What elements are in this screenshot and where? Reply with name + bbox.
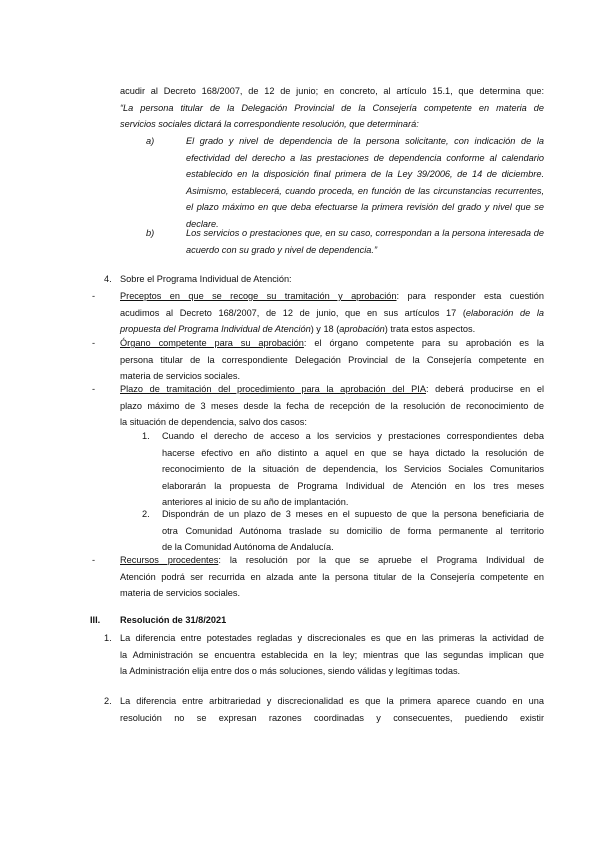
quote-item-line: efectividad del derecho a las prestaciones de dependencia conforme al calendario [186, 152, 544, 163]
list-marker-a: a) [146, 136, 155, 146]
quote-item-line: El grado y nivel de dependencia de la persona solicitante, con indicación de la [186, 136, 544, 146]
paragraph-text: de la Comunidad Autónoma de Andalucía. [162, 542, 334, 552]
competent-body-paragraph [120, 335, 544, 385]
paragraph-text: resolución no se expresan razones coordinadas y consecuentes, puediendo existir [120, 712, 544, 723]
paragraph-text: Dispondrán de un plazo de 3 meses en el supuesto de que la persona beneficiaria de [162, 509, 544, 519]
paragraph-text: La diferencia entre potestades regladas y discrecionales es que en las primeras la actividad de [120, 633, 544, 643]
item-2-number: 2. [104, 696, 112, 706]
paragraph-text: plazo máximo de 3 meses desde la fecha de recepción de la resolución de reconocimiento de [120, 400, 544, 411]
paragraph-text: : para responder esta cuestión [396, 291, 544, 301]
paragraph-text: Cuando el derecho de acceso a los servicios y prestaciones correspondientes deba [162, 431, 544, 441]
item-1-paragraph [120, 630, 544, 680]
appeals-paragraph [120, 552, 544, 602]
precepts-paragraph [120, 288, 544, 338]
dash-marker: - [92, 291, 96, 301]
paragraph-text: materia de servicios sociales. [120, 588, 240, 598]
paragraph-text: propuesta del Programa Individual de Atención [120, 324, 311, 334]
item-1-number: 1. [104, 633, 112, 643]
item-2-paragraph [120, 693, 544, 726]
paragraph-text: : deberá producirse en el [425, 384, 544, 394]
paragraph-text: hacerse efectivo en año distinto a aquel en que se haya dictado la resolución de [162, 447, 544, 458]
dash-marker: - [92, 555, 96, 565]
quote-item-line: Los servicios o prestaciones que, en su caso, correspondan a la persona interesada de [186, 228, 544, 238]
deadline-title: Plazo de tramitación del procedimiento para la aprobación del PIA [120, 384, 426, 394]
paragraph-text: La diferencia entre arbitrariedad y discrecionalidad es que la primera aparece cuando en una [120, 696, 544, 706]
paragraph-text: : el órgano competente para su aprobación es la [303, 338, 545, 348]
paragraph-text: elaborarán la propuesta de Programa Individual de Atención en los tres meses [162, 480, 544, 491]
quote-item-b [186, 225, 544, 258]
quote-line: “La persona titular de la Delegación Provincial de la Consejería competente en materia de [120, 102, 544, 113]
paragraph-text: persona titular de la correspondiente Delegación Provincial de la Consejería competente en [120, 354, 544, 365]
quote-item-a [186, 133, 544, 232]
paragraph-text: ) y 18 ( [310, 324, 340, 334]
paragraph-text: : la resolución por la que se apruebe el Programa Individual de [218, 555, 544, 565]
paragraph-text: la Administración se encuentra establecida en la ley; mientras que las segundas implican que [120, 649, 544, 660]
paragraph-text: acudimos al Decreto 168/2007, de 12 de junio, que en sus artículos 17 ( [120, 307, 466, 318]
quote-line: servicios sociales dictará la correspondiente resolución, que determinará: [120, 119, 419, 129]
appeals-title: Recursos procedentes [120, 555, 219, 565]
quote-item-line: Asimismo, establecerá, cuando proceda, en función de las circunstancias recurrentes, [186, 185, 544, 196]
paragraph-text: la situación de dependencia, salvo dos casos: [120, 417, 307, 427]
list-marker-b: b) [146, 228, 155, 238]
section-4-heading: Sobre el Programa Individual de Atención: [120, 274, 292, 284]
intro-line: acudir al Decreto 168/2007, de 12 de junio; en concreto, al artículo 15.1, que determina que: [120, 86, 544, 96]
dash-marker: - [92, 384, 96, 394]
paragraph-text: otra Comunidad Autónoma traslade su domicilio de forma permanente al territorio [162, 525, 544, 536]
case-2-number: 2. [142, 509, 150, 519]
section-iii-heading: Resolución de 31/8/2021 [120, 615, 227, 625]
case-1-number: 1. [142, 431, 150, 441]
section-4-number: 4. [104, 274, 112, 284]
paragraph-text: Atención podrá ser recurrida en alzada ante la persona titular de la Consejería competente en [120, 571, 544, 582]
intro-paragraph [120, 83, 544, 133]
paragraph-text: anteriores al inicio de su año de implantación. [162, 497, 349, 507]
paragraph-text: aprobación [339, 324, 385, 334]
competent-body-title: Órgano competente para su aprobación [120, 338, 304, 348]
paragraph-text: ) trata estos aspectos. [384, 324, 476, 334]
precepts-title: Preceptos en que se recoge su tramitación y aprobación [120, 291, 397, 301]
paragraph-text: reconocimiento de la situación de dependencia, los Servicios Sociales Comunitarios [162, 464, 544, 474]
quote-item-line: establecido en la disposición final primera de la Ley 39/2006, de 14 de diciembre. [186, 169, 544, 179]
dash-marker: - [92, 338, 96, 348]
quote-item-line: el plazo máximo en que deba efectuarse la primera revisión del grado y nivel que se [186, 202, 544, 212]
paragraph-text: la Administración elija entre dos o más soluciones, siendo válidas y legítimas todas. [120, 666, 461, 676]
case-1-paragraph [162, 428, 544, 511]
quote-item-line: acuerdo con su grado y nivel de dependencia.” [186, 244, 378, 255]
section-iii-number: III. [90, 615, 101, 625]
paragraph-text: elaboración de la [465, 307, 544, 318]
case-2-paragraph [162, 506, 544, 556]
deadline-paragraph [120, 381, 544, 431]
quote-item-line: declare. [186, 218, 219, 229]
paragraph-text: materia de servicios sociales. [120, 371, 240, 381]
